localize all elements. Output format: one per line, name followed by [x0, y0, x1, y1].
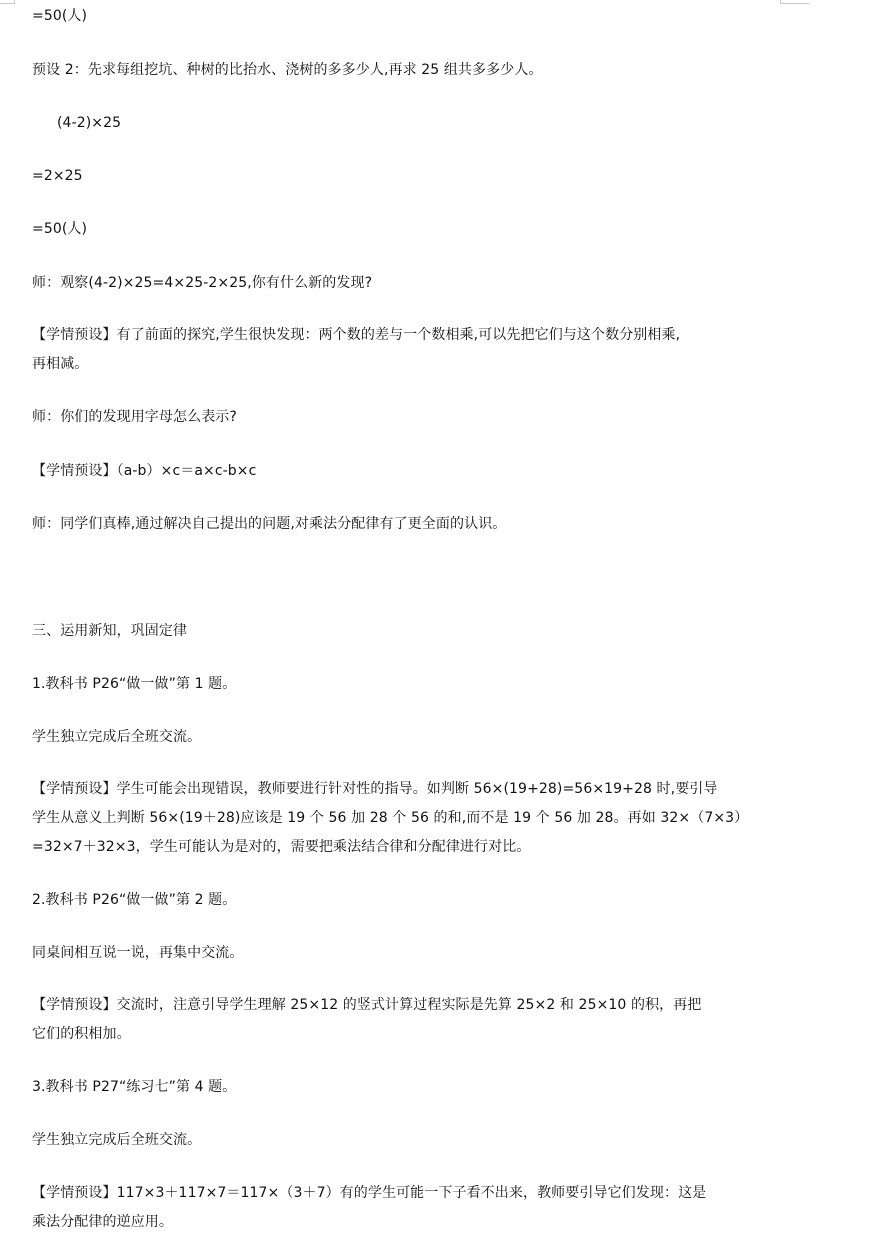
text-line: 学生独立完成后全班交流。 — [32, 729, 202, 745]
text-line: 1.教科书 P26“做一做”第 1 题。 — [32, 676, 237, 692]
formula-line: =2×25 — [32, 168, 83, 184]
section-heading: 三、运用新知，巩固定律 — [32, 623, 188, 639]
text-line: 【学情预设】有了前面的探究,学生很快发现：两个数的差与一个数相乘,可以先把它们与这个数分别相乘, — [32, 327, 681, 343]
text-line: 师：观察(4-2)×25=4×25-2×25,你有什么新的发现? — [32, 275, 373, 291]
text-line: 师：同学们真棒,通过解决自己提出的问题,对乘法分配律有了更全面的认识。 — [32, 516, 507, 532]
formula-line: =50(人) — [32, 221, 88, 237]
text-line: =32×7＋32×3，学生可能认为是对的，需要把乘法结合律和分配律进行对比。 — [32, 839, 531, 855]
text-line: 【学情预设】117×3＋117×7＝117×（3＋7）有的学生可能一下子看不出来，教师要引导它们发现：这是 — [32, 1185, 707, 1201]
text-line: 它们的积相加。 — [32, 1026, 131, 1042]
text-line: 乘法分配律的逆应用。 — [32, 1214, 173, 1230]
text-line: 3.教科书 P27“练习七”第 4 题。 — [32, 1079, 237, 1095]
text-line: 学生独立完成后全班交流。 — [32, 1132, 202, 1148]
formula-line: (4-2)×25 — [57, 115, 122, 131]
text-line: =50(人) — [32, 8, 88, 24]
text-line: 师：你们的发现用字母怎么表示? — [32, 409, 237, 425]
page-corner-mark-right — [780, 0, 809, 4]
text-line: 【学情预设】交流时，注意引导学生理解 25×12 的竖式计算过程实际是先算 25×2 和 25×10 的积，再把 — [32, 997, 702, 1013]
text-line: 【学情预设】学生可能会出现错误，教师要进行针对性的指导。如判断 56×(19+28)=56×19+28 时,要引导 — [32, 781, 718, 797]
text-line: 学生从意义上判断 56×(19＋28)应该是 19 个 56 加 28 个 56 的和,而不是 19 个 56 加 28。再如 32×（7×3） — [32, 810, 749, 826]
page-corner-mark-left — [0, 0, 15, 4]
text-line: 【学情预设】（a-b）×c＝a×c-b×c — [32, 463, 257, 479]
text-line: 2.教科书 P26“做一做”第 2 题。 — [32, 892, 237, 908]
text-line: 预设 2：先求每组挖坑、种树的比抬水、浇树的多多少人,再求 25 组共多多少人。 — [32, 62, 543, 78]
text-line: 再相减。 — [32, 356, 89, 372]
text-line: 同桌间相互说一说，再集中交流。 — [32, 945, 244, 961]
